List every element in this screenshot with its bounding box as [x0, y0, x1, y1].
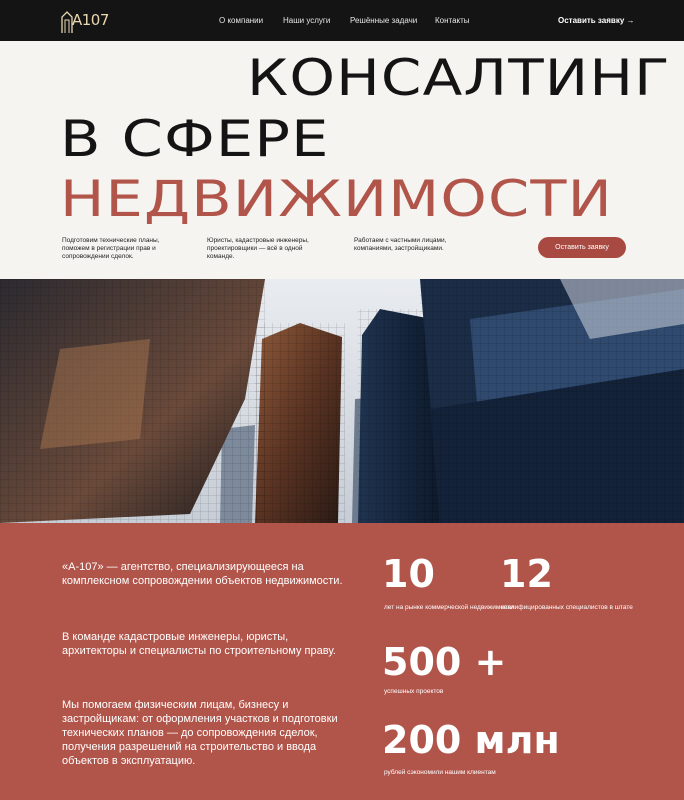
about-paragraph-1: «А-107» — агентство, специализирующееся на комплексном сопровождении объектов недвижимости. [62, 561, 343, 587]
about-paragraph-2: В команде кадастровые инженеры, юристы, архитекторы и специалисты по строительному праву. [62, 631, 336, 657]
request-button[interactable]: Оставить заявку [538, 237, 626, 258]
stat-savings-caption: рублей сэкономили нашим клиентам [384, 769, 496, 776]
hero-title-line-3: НЕДВИЖИМОСТИ [60, 170, 613, 228]
stat-years-value: 10 [382, 552, 435, 596]
about-section [0, 523, 684, 800]
intro-text-3: Работаем с частными лицами, компаниями, застройщиками. [354, 237, 447, 252]
intro-text-1: Подготовим технические планы, поможем в регистрации прав и сопровождении сделок. [62, 237, 160, 260]
nav-about[interactable]: О компании [219, 16, 264, 25]
nav-contacts[interactable]: Контакты [435, 16, 470, 25]
intro-text-2: Юристы, кадастровые инженеры, проектировщики — всё в одной команде. [207, 237, 309, 260]
about-paragraph-3: Мы помогаем физическим лицам, бизнесу и застройщикам: от оформления участков и подготовки технических планов — до сопровождения сделок, получения разрешений на строительство и ввода объектов в эксплуатацию. [62, 699, 338, 767]
stat-projects-caption: успешных проектов [384, 688, 444, 695]
stat-years-caption: лет на рынке коммерческой недвижимости [384, 604, 514, 611]
header-request-link[interactable]: Оставить заявку → [558, 16, 635, 25]
nav-cases[interactable]: Решённые задачи [350, 16, 418, 25]
nav-services[interactable]: Наши услуги [283, 16, 331, 25]
stat-savings-value: 200 млн [382, 718, 560, 762]
logo-text[interactable]: A107 [72, 11, 109, 29]
hero-title-line-2: В СФЕРЕ [60, 110, 330, 168]
hero-title-line-1: КОНСАЛТИНГ [247, 49, 671, 107]
top-navigation-bar [0, 0, 684, 41]
skyscrapers-photo [0, 279, 684, 523]
stat-specialists-value: 12 [500, 552, 553, 596]
stat-specialists-caption: квалифицированных специалистов в штате [501, 604, 633, 611]
stat-projects-value: 500 + [382, 640, 507, 684]
